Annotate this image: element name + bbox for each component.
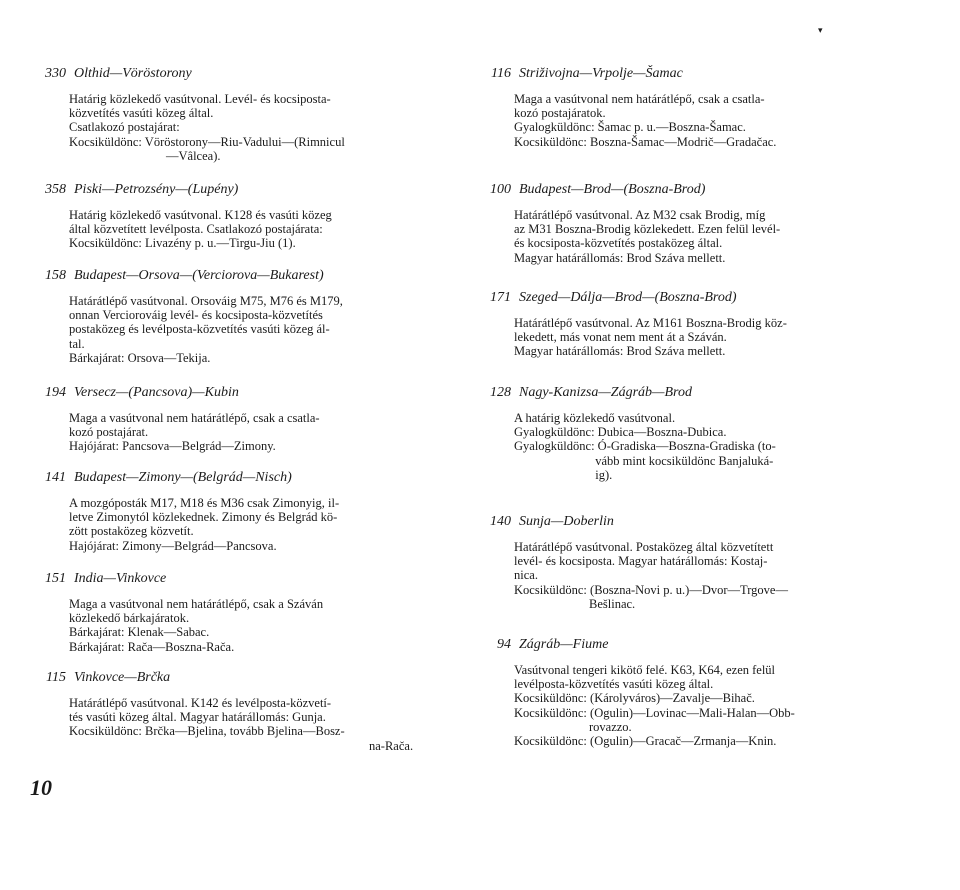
text-line: Határátlépő vasútvonal. Az M161 Boszna-Brodig köz- — [514, 316, 787, 330]
text-line: postaközeg és levélposta-közvetítés vasúti közeg ál- — [69, 322, 330, 337]
text-line: kozó postajáratok. — [514, 106, 606, 121]
entry-body — [69, 496, 450, 553]
corner-mark: ▾ — [818, 25, 823, 35]
text-line: A mozgóposták M17, M18 és M36 csak Zimonyig, il- — [69, 496, 340, 510]
text-line: letve Zimonytól közlekednek. Zimony és Belgrád kö- — [69, 510, 338, 525]
route-title: Striživojna—Vrpolje—Šamac — [519, 66, 683, 81]
route-title: Budapest—Zimony—(Belgrád—Nisch) — [74, 470, 292, 485]
entry-body — [69, 294, 450, 365]
route-title: Szeged—Dálja—Brod—(Boszna-Brod) — [519, 290, 737, 305]
route-number: 140 — [490, 514, 511, 529]
route-title: Olthid—Vöröstorony — [74, 66, 192, 81]
text-line: Kocsiküldönc: (Károlyváros)—Zavalje—Bihač. — [514, 691, 755, 706]
entry-151 — [30, 571, 450, 654]
entry-heading — [30, 385, 450, 401]
entry-heading — [30, 66, 450, 82]
entry-heading — [30, 571, 450, 587]
text-line: —Vâlcea). — [166, 148, 221, 163]
text-line: onnan Verciorováig levél- és kocsiposta-közvetítés — [69, 308, 323, 323]
text-line: tés vasúti közeg által. Magyar határállomás: Gunja. — [69, 710, 326, 725]
entry-body — [514, 208, 915, 265]
text-line: Bárkajárat: Orsova—Tekija. — [69, 350, 211, 365]
entry-171 — [475, 290, 915, 359]
text-line: és kocsiposta-közvetítés postaközeg által. — [514, 236, 723, 251]
text-line: Kocsiküldönc: (Ogulin)—Gracač—Zrmanja—Knin. — [514, 734, 777, 749]
text-line: Határig közlekedő vasútvonal. K128 és vasúti közeg — [69, 208, 332, 222]
text-line: közlekedő bárkajáratok. — [69, 611, 190, 626]
text-line: Gyalogküldönc: Dubica—Boszna-Dubica. — [514, 425, 727, 440]
route-number: 330 — [45, 66, 66, 81]
text-line: tal. — [69, 336, 85, 351]
entry-194 — [30, 385, 450, 454]
route-title: India—Vinkovce — [74, 571, 167, 586]
text-line: Kocsiküldönc: Brčka—Bjelina, tovább Bjelina—Bosz- — [69, 724, 345, 739]
page-number: 10 — [30, 775, 52, 800]
route-number: 115 — [46, 670, 66, 685]
entry-body — [514, 316, 915, 359]
entry-heading — [475, 182, 915, 198]
text-line: Bárkajárat: Rača—Boszna-Rača. — [69, 639, 235, 654]
text-line: kozó postajárat. — [69, 425, 149, 440]
text-line: levélposta-közvetítés vasúti közeg által. — [514, 677, 714, 692]
text-line: Maga a vasútvonal nem határátlépő, csak a Száván — [69, 597, 324, 611]
entry-heading — [30, 470, 450, 486]
text-line: közvetítés vasúti közeg által. — [69, 106, 214, 121]
entry-heading — [30, 268, 450, 284]
text-line: Határátlépő vasútvonal. Postaközeg által közvetített — [514, 540, 774, 554]
text-line: A határig közlekedő vasútvonal. — [514, 411, 676, 425]
entry-body — [69, 208, 450, 251]
route-title: Vinkovce—Brčka — [74, 670, 171, 685]
text-line: Határig közlekedő vasútvonal. Levél- és kocsiposta- — [69, 92, 331, 106]
route-number: 194 — [45, 385, 66, 400]
entry-body — [514, 663, 915, 748]
text-line: nica. — [514, 568, 538, 583]
entry-heading — [475, 514, 915, 530]
text-line: Kocsiküldönc: (Ogulin)—Lovinac—Mali-Halan—Obb- — [514, 705, 795, 720]
route-number: 358 — [45, 182, 66, 197]
text-line: lekedett, más vonat nem ment át a Száván. — [514, 330, 727, 345]
route-number: 116 — [491, 66, 511, 81]
entry-heading — [30, 670, 450, 686]
text-line: Magyar határállomás: Brod Száva mellett. — [514, 344, 726, 359]
text-line: Határátlépő vasútvonal. Orsováig M75, M76 és M179, — [69, 294, 343, 308]
text-line: Kocsiküldönc: Vöröstorony—Riu-Vadului—(Rimnicul — [69, 134, 345, 149]
entry-body — [69, 597, 450, 654]
text-line: Kocsiküldönc: (Boszna-Novi p. u.)—Dvor—Trgove— — [514, 582, 788, 597]
text-line: Vasútvonal tengeri kikötő felé. K63, K64, ezen felül — [514, 663, 776, 677]
text-line: vább mint kocsiküldönc Banjaluká- — [514, 453, 774, 468]
route-number: 128 — [490, 385, 511, 400]
route-title: Versecz—(Pancsova)—Kubin — [74, 385, 239, 400]
route-title: Nagy-Kanizsa—Zágráb—Brod — [519, 385, 692, 400]
entry-body — [69, 696, 450, 753]
text-line: Kocsiküldönc: Boszna-Šamac—Modrič—Gradačac. — [514, 134, 777, 149]
entry-358 — [30, 182, 450, 251]
route-title: Budapest—Brod—(Boszna-Brod) — [519, 182, 706, 197]
route-title: Piski—Petrozsény—(Lupény) — [74, 182, 239, 197]
text-line: Gyalogküldönc: Ó-Gradiska—Boszna-Gradiska (to- — [514, 439, 776, 454]
entry-heading — [475, 290, 915, 306]
text-line: Bárkajárat: Klenak—Sabac. — [69, 625, 210, 640]
text-line: na-Rača. — [369, 738, 414, 753]
entry-141 — [30, 470, 450, 553]
text-line: rovazzo. — [514, 719, 632, 734]
text-line: Maga a vasútvonal nem határátlépő, csak a csatla- — [69, 411, 320, 425]
text-line: Határátlépő vasútvonal. K142 és levélposta-közvetí- — [69, 696, 332, 710]
route-title: Sunja—Doberlin — [519, 514, 614, 529]
entry-330 — [30, 66, 450, 163]
entry-128 — [475, 385, 915, 482]
text-line: Határátlépő vasútvonal. Az M32 csak Brodig, míg — [514, 208, 766, 222]
text-line: Bešlinac. — [514, 596, 636, 611]
entry-body — [514, 92, 915, 149]
entry-115 — [30, 670, 450, 753]
entry-heading — [475, 637, 915, 653]
text-line: Hajójárat: Zimony—Belgrád—Pancsova. — [69, 538, 277, 553]
route-title: Budapest—Orsova—(Verciorova—Bukarest) — [74, 268, 324, 283]
text-line: Magyar határállomás: Brod Száva mellett. — [514, 250, 726, 265]
entry-body — [69, 92, 450, 163]
entry-heading — [30, 182, 450, 198]
entry-100 — [475, 182, 915, 265]
entry-body — [69, 411, 450, 454]
text-line: Csatlakozó postajárat: — [69, 120, 180, 135]
entry-body — [514, 411, 915, 482]
route-number: 94 — [497, 637, 511, 652]
text-line: Maga a vasútvonal nem határátlépő, csak a csatla- — [514, 92, 765, 106]
text-line: levél- és kocsiposta. Magyar határállomás: Kostaj- — [514, 554, 768, 569]
text-line: által közvetített levélposta. Csatlakozó postajárata: — [69, 222, 323, 237]
entry-94 — [475, 637, 915, 748]
text-line: Gyalogküldönc: Šamac p. u.—Boszna-Šamac. — [514, 120, 746, 135]
text-line: Hajójárat: Pancsova—Belgrád—Zimony. — [69, 439, 276, 454]
text-line: az M31 Boszna-Brodig közlekedett. Ezen felül levél- — [514, 222, 781, 237]
route-number: 171 — [490, 290, 511, 305]
entry-heading — [475, 66, 915, 82]
text-line: zött postaközeg közvetít. — [69, 524, 194, 539]
entry-heading — [475, 385, 915, 401]
entry-140 — [475, 514, 915, 611]
route-title: Zágráb—Fiume — [519, 637, 609, 652]
entry-body — [514, 540, 915, 611]
route-number: 141 — [45, 470, 66, 485]
route-number: 100 — [490, 182, 511, 197]
text-line: Kocsiküldönc: Livazény p. u.—Tirgu-Jiu (1). — [69, 236, 296, 251]
text-line: ig). — [514, 467, 613, 482]
entry-158 — [30, 268, 450, 365]
entry-116 — [475, 66, 915, 149]
route-number: 158 — [45, 268, 66, 283]
route-number: 151 — [45, 571, 66, 586]
